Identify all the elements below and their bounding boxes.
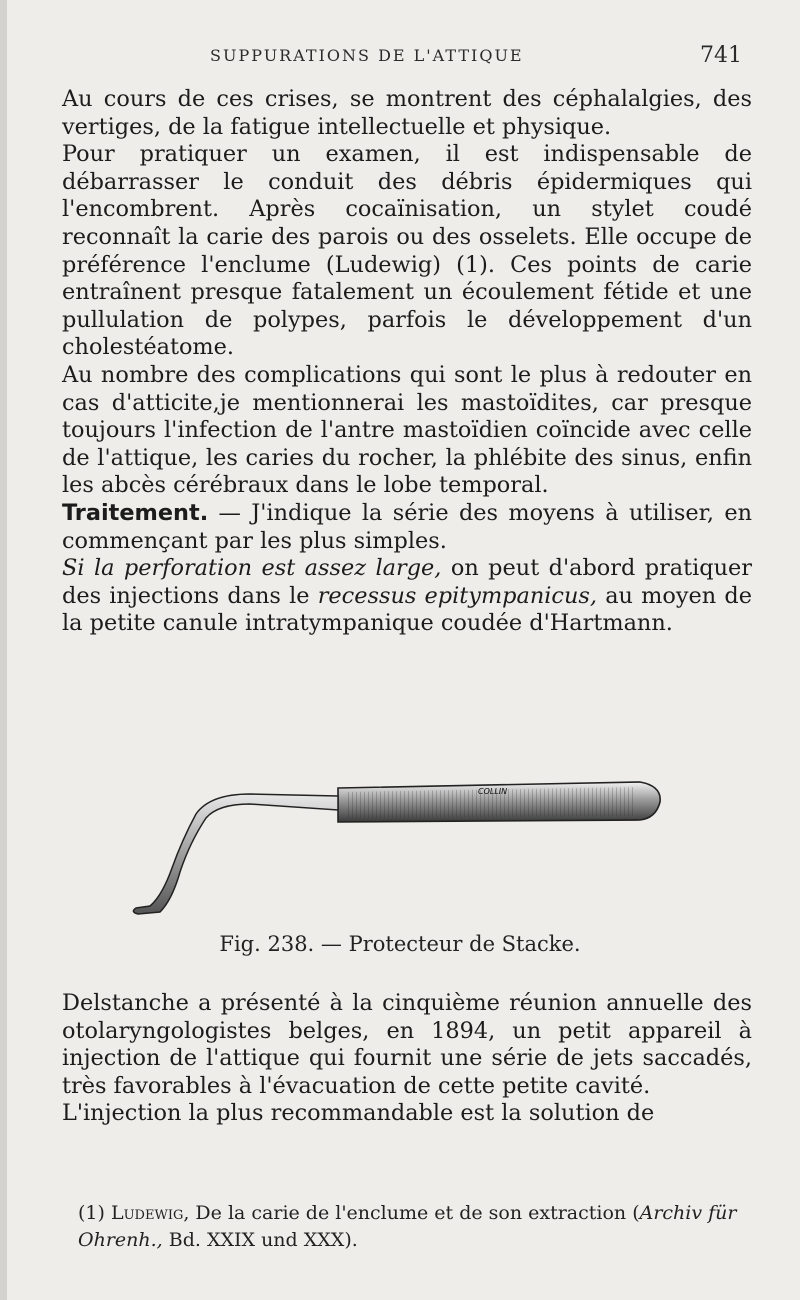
- handle-engraving: COLLIN: [478, 787, 508, 796]
- figure-caption: Fig. 238. — Protecteur de Stacke.: [219, 932, 581, 956]
- treatment-paragraph: Traitement. — J'indique la série des moyens à utiliser, en commençant par les plus simples.: [62, 499, 752, 554]
- page-header: [0, 43, 800, 76]
- footnote-journal: Archiv für Ohrenh.,: [78, 1202, 737, 1251]
- running-title: SUPPURATIONS DE L'ATTIQUE: [210, 46, 524, 65]
- body-text: [62, 86, 752, 638]
- section-heading: Traitement.: [62, 499, 209, 526]
- paragraph: Au cours de ces crises, se montrent des céphalalgies, des vertiges, de la fatigue intellectuelle et physique.: [62, 86, 752, 140]
- paragraph: L'injection la plus recommandable est la solution de: [62, 1100, 655, 1127]
- footnote-author: Ludewig,: [110, 1202, 190, 1224]
- perforation-paragraph: Si la perforation est assez large, on peut d'abord pratiquer des injections dans le recessus epitympanicus, au moyen de la petite canule intratympanique coudée d'Hartmann.: [62, 555, 753, 637]
- paragraph: Pour pratiquer un examen, il est indispensable de débarrasser le conduit des débris épidermiques qui l'encombrent. Après cocaïnisation, un stylet coudé reconnaît la carie des parois ou des osselets. Elle occupe de préférence l'enclume (Ludewig) (1). Ces points de carie entraînent presque fatalement un écoulement fétide et une pullulation de polypes, parfois le développement d'un cholestéatome.: [62, 141, 752, 361]
- page-number: 741: [700, 43, 742, 68]
- body-text-continued: [62, 990, 752, 1128]
- paragraph: Au nombre des complications qui sont le plus à redouter en cas d'atticite,je mentionnerai les mastoïdites, car presque toujours l'infection de l'antre mastoïdien coïncide avec celle de l'attique, les caries du rocher, la phlébite des sinus, enfin les abcès cérébraux dans le lobe temporal.: [62, 361, 752, 499]
- footnote-marker: (1): [78, 1202, 105, 1224]
- page-edge: [0, 0, 7, 1300]
- footnote: (1) Ludewig, De la carie de l'enclume et de son extraction (Archiv für Ohrenh., Bd. XXIX und XXX).: [78, 1202, 737, 1251]
- instrument-shaft: [133, 794, 338, 914]
- stacke-protector-figure: [0, 760, 800, 960]
- paragraph: Delstanche a présenté à la cinquième réunion annuelle des otolaryngologistes belges, en 1894, un petit appareil à injection de l'attique qui fournit une série de jets saccadés, très favorables à l'évacuation de cette petite cavité.: [62, 990, 752, 1099]
